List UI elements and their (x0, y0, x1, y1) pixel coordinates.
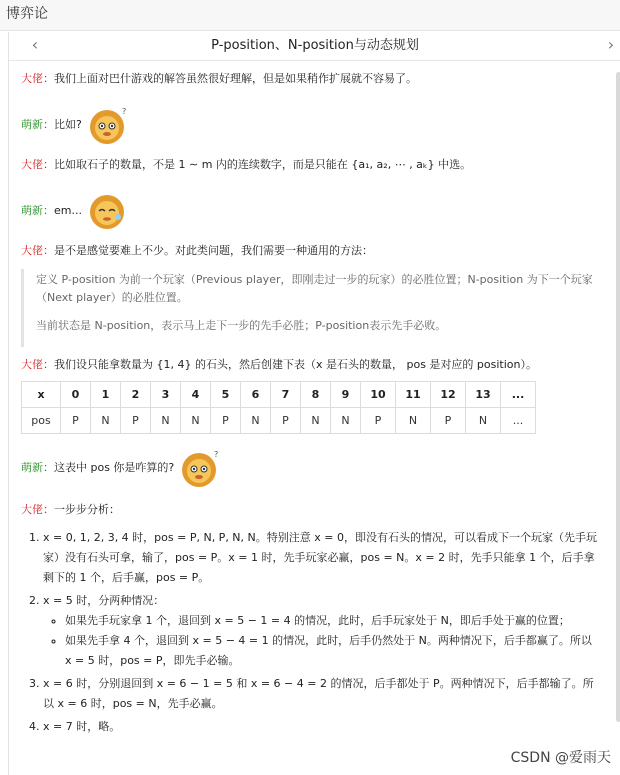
message-text: 我们上面对巴什游戏的解答虽然很好理解，但是如果稍作扩展就不容易了。 (54, 72, 417, 85)
table-cell: P (271, 408, 301, 434)
table-header-cell: 7 (271, 382, 301, 408)
table-header-row (22, 382, 536, 408)
table-cell: N (301, 408, 331, 434)
table-cell: ... (501, 408, 536, 434)
message-5 (21, 241, 599, 261)
table-header-cell: 4 (181, 382, 211, 408)
table-cell: P (361, 408, 396, 434)
table-header-cell: 0 (61, 382, 91, 408)
analysis-steps (21, 528, 599, 737)
table-cell: pos (22, 408, 61, 434)
lion-emoji-icon (178, 448, 222, 488)
table-header-cell: 3 (151, 382, 181, 408)
article-content (9, 61, 620, 737)
table-header-cell: 10 (361, 382, 396, 408)
list-item: 3. x = 6 时，分别退回到 x = 6 − 1 = 5 和 x = 6 − 4 = 2 的情况，后手都处于 P。两种情况下，后手都输了。所以 x = 6 时，pos = N，先手必赢。 (43, 674, 599, 714)
step-text: x = 5 时，分两种情况： (43, 594, 165, 607)
table-header-cell: ... (501, 382, 536, 408)
list-item: 1. x = 0, 1, 2, 3, 4 时，pos = P, N, P, N, N。特别注意 x = 0，即没有石头的情况，可以看成下一个玩家（先手玩家）没有石头可拿，输了，pos = P。x = 1 时，先手玩家必赢，pos = N。x = 2 时，先手只能拿 1 个，后手拿剩下的 1 个，后手赢，pos = P。 (43, 528, 599, 588)
speaker-dalao: 大佬： (21, 358, 54, 371)
table-cell: N (241, 408, 271, 434)
table-header-cell: 8 (301, 382, 331, 408)
vertical-scrollbar[interactable] (616, 72, 620, 722)
article-header (9, 32, 620, 61)
table-header-cell: 5 (211, 382, 241, 408)
message-4 (21, 191, 599, 231)
speaker-mengxin: 萌新： (21, 204, 54, 217)
table-header-cell: 6 (241, 382, 271, 408)
table-header-cell: 11 (396, 382, 431, 408)
table-cell: P (121, 408, 151, 434)
svg-text:?: ? (121, 107, 127, 116)
prev-page-button[interactable]: ‹ (31, 35, 39, 54)
app-title: 博弈论 (6, 6, 48, 22)
table-cell: N (151, 408, 181, 434)
table-header-cell: 9 (331, 382, 361, 408)
message-1 (21, 69, 599, 89)
quote-definition: 定义 P-position 为前一个玩家（Previous player，即刚走过一步的玩家）的必胜位置；N-position 为下一个玩家（Next player）的必胜位置。 (36, 273, 593, 304)
quote-explanation: 当前状态是 N-position，表示马上走下一步的先手必胜；P-position表示先手必败。 (36, 319, 447, 332)
table-header-cell: 1 (91, 382, 121, 408)
list-item (43, 591, 599, 671)
speaker-mengxin: 萌新： (21, 118, 54, 131)
table-cell: N (331, 408, 361, 434)
speaker-dalao: 大佬： (21, 503, 54, 516)
message-text: 我们设只能拿数量为 {1, 4} 的石头，然后创建下表（x 是石头的数量， pos 是对应的 position）。 (54, 358, 537, 371)
list-item: ◦ 如果先手拿 4 个，退回到 x = 5 − 4 = 1 的情况，此时，后手仍然处于 N。两种情况下，后手都赢了。所以 x = 5 时，pos = P，即先手必输。 (65, 631, 599, 671)
message-text: 比如取石子的数量，不是 1 ∼ m 内的连续数字，而是只能在 {a₁, a₂, ⋯ , aₖ} 中选。 (54, 158, 472, 171)
table-cell: N (91, 408, 121, 434)
svg-text:?: ? (214, 450, 219, 459)
next-page-button[interactable]: › (607, 35, 615, 54)
table-header-cell: x (22, 382, 61, 408)
page-title: P-position、N-position与动态规划 (211, 38, 419, 53)
table-cell: N (466, 408, 501, 434)
message-text: 是不是感觉要难上不少。对此类问题，我们需要一种通用的方法： (54, 244, 373, 257)
sub-steps (43, 611, 599, 671)
position-table (21, 381, 536, 434)
speaker-mengxin: 萌新： (21, 461, 54, 474)
list-item: 4. x = 7 时，略。 (43, 717, 599, 737)
message-8 (21, 500, 599, 520)
lion-emoji-icon (86, 191, 130, 231)
message-text: 一步步分析： (54, 503, 120, 516)
table-header-cell: 13 (466, 382, 501, 408)
table-cell: P (211, 408, 241, 434)
app-title-bar (0, 0, 620, 31)
message-text: 比如? (54, 118, 82, 131)
table-row (22, 408, 536, 434)
definition-quote (21, 269, 599, 347)
table-header-cell: 2 (121, 382, 151, 408)
speaker-dalao: 大佬： (21, 244, 54, 257)
article-panel (8, 32, 620, 775)
message-text: em... (54, 204, 82, 217)
message-6 (21, 355, 599, 375)
message-2 (21, 105, 599, 145)
lion-emoji-icon (86, 105, 130, 145)
table-header-cell: 12 (431, 382, 466, 408)
list-item: ◦ 如果先手玩家拿 1 个，退回到 x = 5 − 1 = 4 的情况，此时，后手玩家处于 N，即后手处于赢的位置； (65, 611, 599, 631)
message-7 (21, 448, 599, 488)
csdn-watermark: CSDN @爱雨天 (510, 750, 611, 766)
speaker-dalao: 大佬： (21, 158, 54, 171)
message-3 (21, 155, 599, 175)
table-cell: P (431, 408, 466, 434)
message-text: 这表中 pos 你是咋算的? (54, 461, 175, 474)
speaker-dalao: 大佬： (21, 72, 54, 85)
table-cell: N (181, 408, 211, 434)
table-cell: P (61, 408, 91, 434)
table-cell: N (396, 408, 431, 434)
